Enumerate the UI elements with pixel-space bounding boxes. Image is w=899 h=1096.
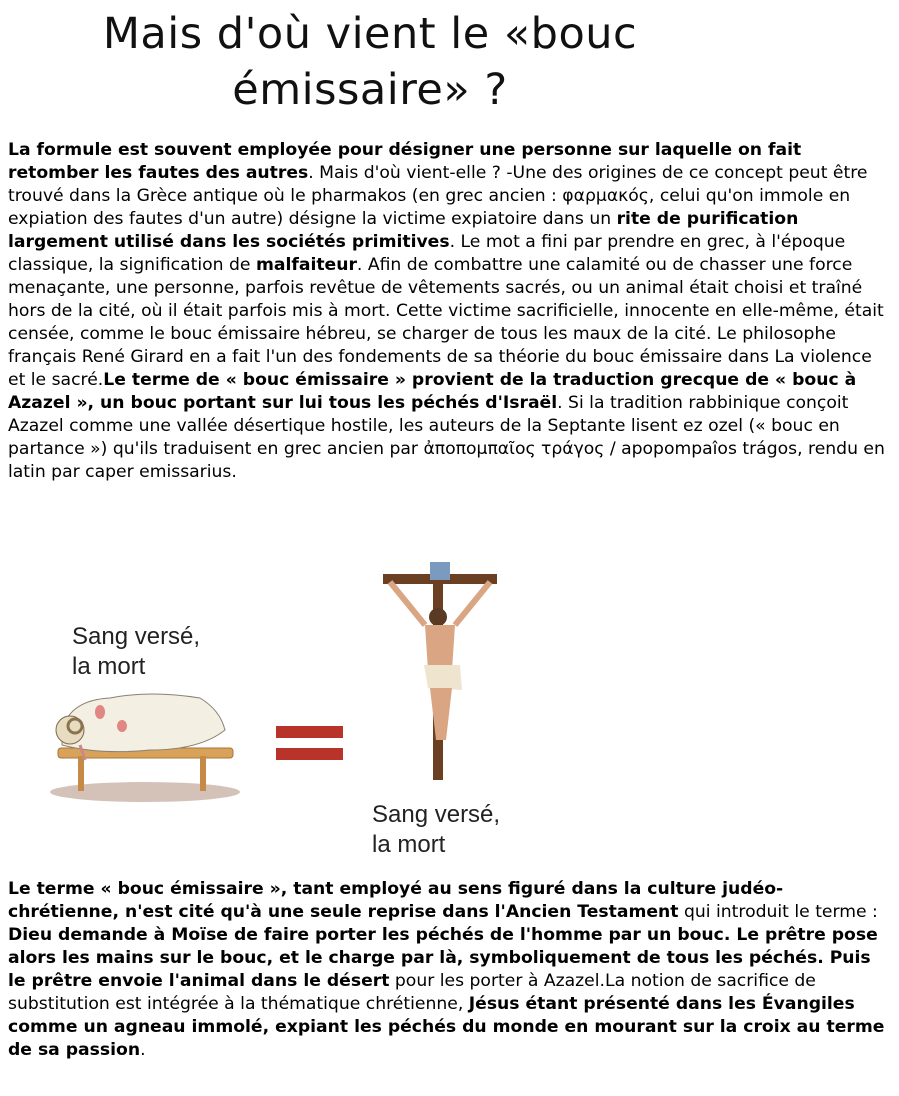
text: . Si la tradition rabbinique conçoit Azazel comme une vallée désertique hostile, les auteurs de la Septante lisent ez ozel (« bouc en partance ») qu'ils traduisent en grec ancien par ἀποπομπαῖος τράγος / apopompaîos trágos, rendu en latin par caper emissarius. xyxy=(8,393,885,482)
label-right xyxy=(372,800,500,860)
label-line: Sang versé, xyxy=(72,623,201,650)
bold-text: La formule est souvent employée pour désigner une personne sur laquelle on fait retomber les fautes des autres xyxy=(8,140,802,183)
bold-text: rite de purification largement utilisé dans les sociétés primitives xyxy=(8,209,799,252)
bold-text: Le terme de « bouc émissaire » provient de la traduction grecque de « bouc à Azazel », un bouc portant sur lui tous les péchés d'Israël xyxy=(8,370,857,413)
text: . Le mot a fini par prendre en grec, à l'époque classique, la signification de xyxy=(8,232,846,275)
text: . Afin de combattre une calamité ou de chasser une force menaçante, une personne, parfois revêtue de vêtements sacrés, ou un animal était choisi et traîné hors de la cité, où il était parfois mis à mort. Cette victime sacrificielle, innocente en elle-même, était censée, comme le bouc émissaire hébreu, se charger de tous les maux de la cité. Le philosophe français René Girard en a fait l'un des fondements de sa théorie du bouc émissaire dans La violence et le sacré. xyxy=(8,255,884,390)
crucifix-icon xyxy=(383,562,497,780)
label-line: la mort xyxy=(372,831,446,858)
text: pour les porter à Azazel.La notion de sacrifice de substitution est intégrée à la thématique chrétienne, xyxy=(8,971,816,1014)
conclusion-paragraph xyxy=(8,878,888,1062)
text: . xyxy=(140,1040,146,1060)
intro-paragraph xyxy=(8,139,888,484)
ram-on-table-icon xyxy=(50,694,240,802)
bold-text: Dieu demande à Moïse de faire porter les péchés de l'homme par un bouc. Le prêtre pose alors les mains sur le bouc, et le charge par là, symboliquement de tous les péchés. Puis le prêtre envoie l'animal dans le désert xyxy=(8,925,878,991)
bold-text: Jésus étant présenté dans les Évangiles comme un agneau immolé, expiant les péchés du monde en mourant sur la croix au terme de sa passion xyxy=(8,994,885,1060)
text: . Mais d'où vient-elle ? -Une des origines de ce concept peut être trouvé dans la Grèce antique où le pharmakos (en grec ancien : φαρμακός, celui qu'on immole en expiation des fautes d'un autre) désigne la victime expiatoire dans un xyxy=(8,163,868,229)
label-line: Sang versé, xyxy=(372,801,501,828)
text: qui introduit le terme : xyxy=(678,902,878,922)
bold-text: malfaiteur xyxy=(255,255,357,275)
bold-text: Le terme « bouc émissaire », tant employé au sens figuré dans la culture judéo-chrétienne, n'est cité qu'à une seule reprise dans l'Ancien Testament xyxy=(8,879,784,922)
sacrifice-illustration xyxy=(0,560,560,870)
page-title: Mais d'où vient le «bouc émissaire» ? xyxy=(102,9,638,115)
equals-sign-icon xyxy=(276,726,343,760)
label-line: la mort xyxy=(72,653,146,680)
